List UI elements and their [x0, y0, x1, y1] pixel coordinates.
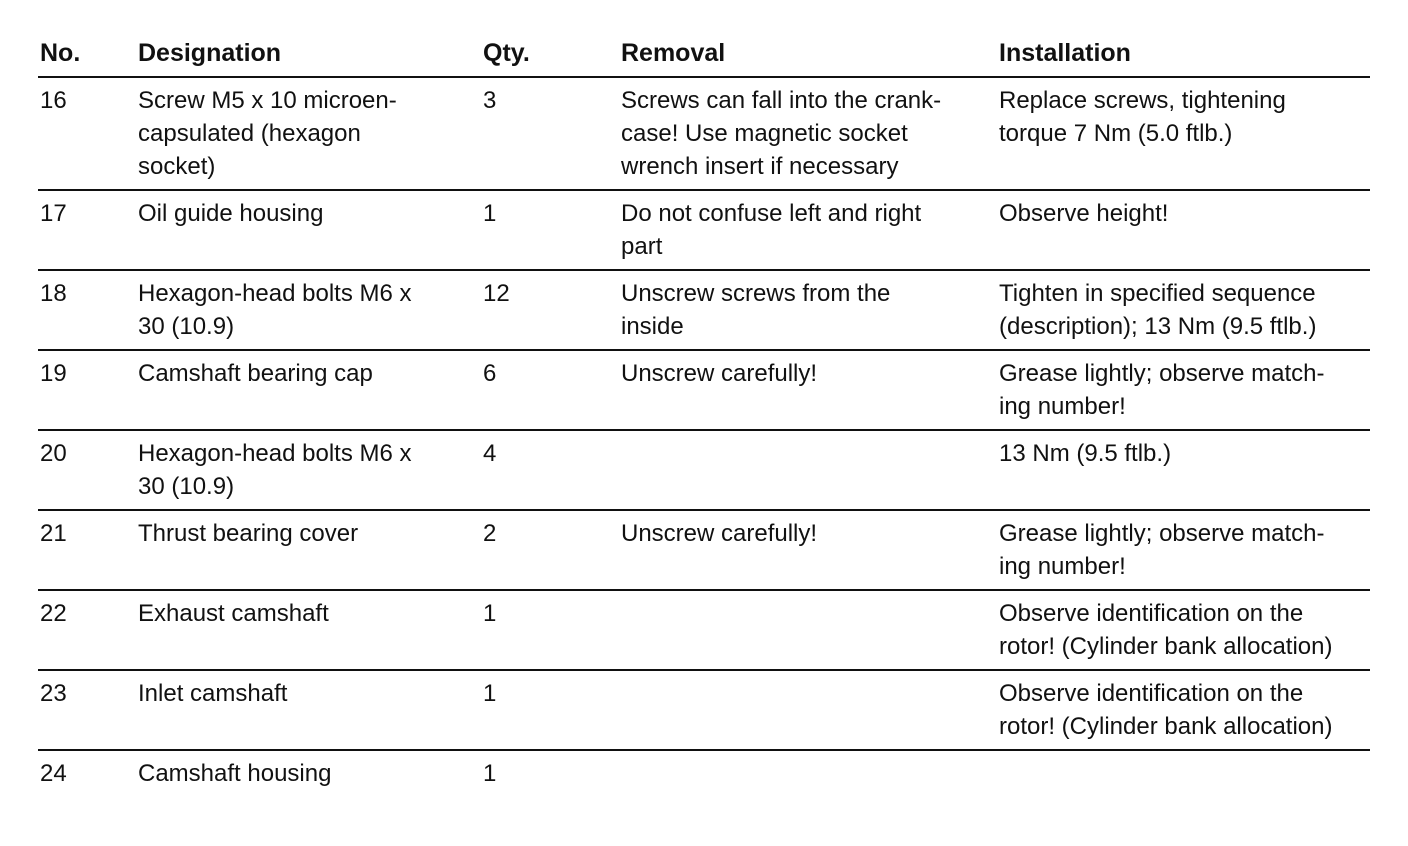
cell-designation: Hexagon-head bolts M6 x 30 (10.9)	[136, 270, 481, 350]
cell-designation: Oil guide housing	[136, 190, 481, 270]
cell-removal: Unscrew carefully!	[619, 350, 997, 430]
cell-qty: 1	[481, 590, 619, 670]
cell-designation: Camshaft housing	[138, 760, 332, 787]
cell-designation: Screw M5 x 10 microen- capsulated (hexagon socket)	[136, 77, 481, 190]
table-row	[38, 430, 1370, 510]
cell-no: 23	[38, 670, 136, 750]
cell-designation: Exhaust camshaft	[136, 590, 481, 670]
cell-installation: Observe height!	[997, 190, 1370, 270]
cell-designation: Hexagon-head bolts M6 x 30 (10.9)	[136, 430, 481, 510]
table-header	[38, 34, 1370, 77]
table-row	[38, 670, 1370, 750]
parts-table	[38, 34, 1370, 796]
cell-qty: 1	[481, 190, 619, 270]
cell-removal	[619, 590, 997, 670]
cell-installation	[997, 750, 1370, 796]
cell-no: 18	[38, 270, 136, 350]
cell-qty: 3	[481, 77, 619, 190]
table-row	[38, 590, 1370, 670]
header-no: No.	[38, 34, 136, 77]
cell-removal: Unscrew screws from the inside	[619, 270, 997, 350]
cell-installation: Observe identification on the rotor! (Cylinder bank allocation)	[997, 670, 1370, 750]
table-row	[38, 510, 1370, 590]
header-designation: Designation	[136, 34, 481, 77]
cell-installation: Tighten in specified sequence (description); 13 Nm (9.5 ftlb.)	[997, 270, 1370, 350]
cell-removal	[619, 430, 997, 510]
cell-no: 19	[38, 350, 136, 430]
cell-no: 20	[38, 430, 136, 510]
cell-no: 21	[38, 510, 136, 590]
header-installation: Installation	[997, 34, 1370, 77]
header-removal: Removal	[619, 34, 997, 77]
table-row	[38, 190, 1370, 270]
table-row	[38, 750, 1370, 796]
cell-removal: Do not confuse left and right part	[619, 190, 997, 270]
header-qty: Qty.	[481, 34, 619, 77]
cell-removal	[619, 670, 997, 750]
cell-installation: Replace screws, tightening torque 7 Nm (5.0 ftlb.)	[997, 77, 1370, 190]
cell-installation: 13 Nm (9.5 ftlb.)	[997, 430, 1370, 510]
parts-table-page	[38, 34, 1370, 796]
cell-qty: 1	[483, 760, 497, 787]
cell-no: 16	[38, 77, 136, 190]
cell-removal: Unscrew carefully!	[619, 510, 997, 590]
cell-no: 22	[38, 590, 136, 670]
cell-designation: Thrust bearing cover	[136, 510, 481, 590]
cell-designation: Camshaft bearing cap	[136, 350, 481, 430]
table-body	[38, 77, 1370, 796]
cell-installation: Observe identification on the rotor! (Cylinder bank allocation)	[997, 590, 1370, 670]
cell-installation: Grease lightly; observe match- ing number!	[997, 510, 1370, 590]
table-row	[38, 270, 1370, 350]
cell-installation: Grease lightly; observe match- ing number!	[997, 350, 1370, 430]
cell-qty: 1	[481, 670, 619, 750]
cell-qty: 2	[481, 510, 619, 590]
cell-removal	[619, 750, 997, 796]
cell-removal: Screws can fall into the crank- case! Use magnetic socket wrench insert if necessary	[619, 77, 997, 190]
cell-no: 24	[40, 760, 67, 787]
cell-qty: 6	[481, 350, 619, 430]
cell-no: 17	[38, 190, 136, 270]
table-row	[38, 350, 1370, 430]
cell-qty: 12	[481, 270, 619, 350]
table-row	[38, 77, 1370, 190]
cell-designation: Inlet camshaft	[136, 670, 481, 750]
cell-qty: 4	[481, 430, 619, 510]
header-row	[38, 34, 1370, 77]
